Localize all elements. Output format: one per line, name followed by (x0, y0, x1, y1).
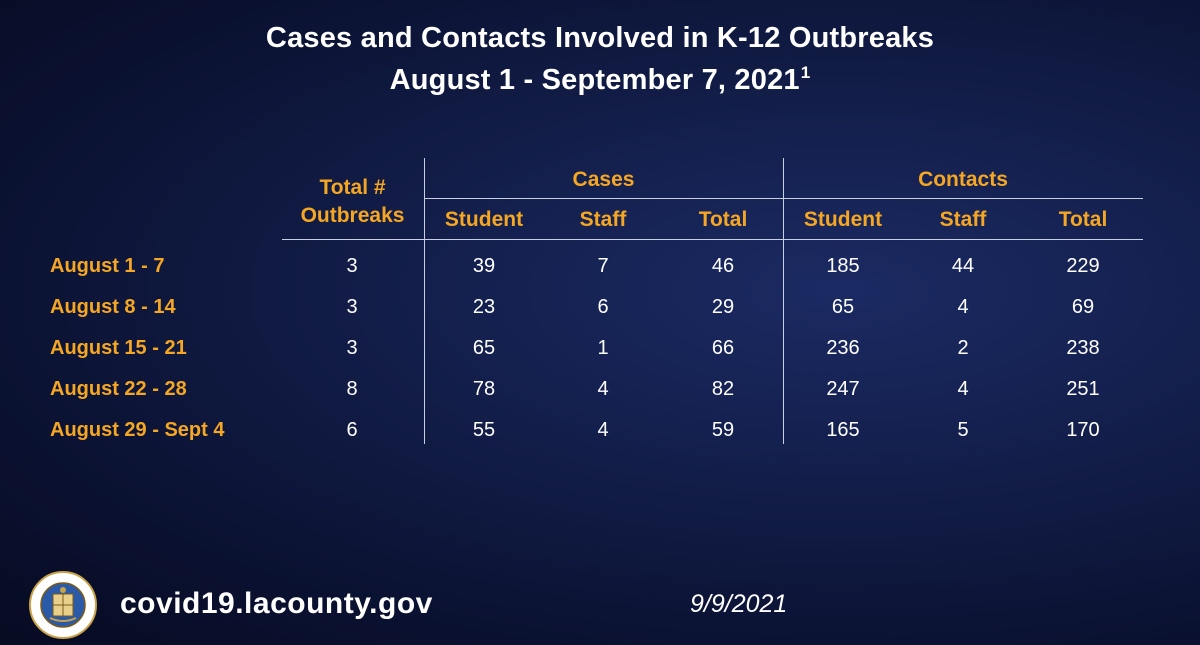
cell-cases-student: 78 (472, 378, 496, 400)
header-cases-student: Student (444, 208, 524, 231)
header-cases-total: Total (698, 208, 748, 231)
cell-cases-student: 65 (472, 337, 496, 359)
cell-contacts-student: 185 (826, 255, 860, 277)
header-group-contacts: Contacts (918, 168, 1008, 191)
row-label-week-1: August 1 - 7 (50, 255, 165, 277)
cell-contacts-total: 238 (1066, 337, 1100, 359)
cell-contacts-total: 170 (1066, 419, 1100, 441)
header-contacts-total: Total (1058, 208, 1108, 231)
footer-website-url: covid19.lacounty.gov (120, 587, 433, 620)
cell-outbreaks: 3 (346, 255, 358, 277)
cell-contacts-total: 229 (1066, 255, 1100, 277)
cell-contacts-student: 247 (826, 378, 860, 400)
footnote-mark: 1 (800, 63, 811, 83)
cell-outbreaks: 8 (346, 378, 358, 400)
cell-cases-student: 55 (472, 419, 496, 441)
divider-outbreaks-cases (424, 158, 425, 444)
header-contacts-student: Student (803, 208, 883, 231)
row-label-week-3: August 15 - 21 (50, 337, 187, 359)
footer-date: 9/9/2021 (690, 590, 788, 618)
title-line-2 (0, 64, 1200, 97)
title-line-1: Cases and Contacts Involved in K-12 Outbreaks (265, 22, 935, 54)
cell-contacts-student: 165 (826, 419, 860, 441)
row-label-week-5: August 29 - Sept 4 (50, 419, 225, 441)
cell-contacts-staff: 44 (951, 255, 975, 277)
cell-outbreaks: 6 (346, 419, 358, 441)
divider-cases-contacts (783, 158, 784, 444)
cell-contacts-student: 236 (826, 337, 860, 359)
cell-cases-student: 23 (472, 296, 496, 318)
underline-cases-group (424, 198, 783, 199)
underline-contacts-group (783, 198, 1143, 199)
cell-cases-total: 46 (711, 255, 735, 277)
cell-cases-staff: 6 (597, 296, 609, 318)
cell-contacts-student: 65 (831, 296, 855, 318)
cell-cases-total: 66 (711, 337, 735, 359)
cell-contacts-staff: 2 (957, 337, 969, 359)
header-group-cases: Cases (572, 168, 635, 191)
cell-cases-staff: 4 (597, 419, 609, 441)
cell-outbreaks: 3 (346, 296, 358, 318)
cell-cases-total: 29 (711, 296, 735, 318)
cell-cases-staff: 1 (597, 337, 609, 359)
cell-contacts-staff: 4 (957, 378, 969, 400)
row-label-week-2: August 8 - 14 (50, 296, 176, 318)
cell-cases-total: 82 (711, 378, 735, 400)
cell-contacts-total: 69 (1071, 296, 1095, 318)
header-total-outbreaks (300, 174, 405, 230)
cell-outbreaks: 3 (346, 337, 358, 359)
cell-contacts-staff: 5 (957, 419, 969, 441)
county-seal-logo (28, 570, 98, 640)
cell-cases-student: 39 (472, 255, 496, 277)
header-total-outbreaks-line2: Outbreaks (300, 204, 405, 227)
header-cases-staff: Staff (579, 208, 627, 231)
header-bottom-rule (282, 239, 1143, 240)
row-label-week-4: August 22 - 28 (50, 378, 187, 400)
title-date-range: August 1 - September 7, 2021 (389, 64, 800, 96)
header-contacts-staff: Staff (939, 208, 987, 231)
header-total-outbreaks-line1: Total # (319, 176, 386, 199)
cell-cases-staff: 7 (597, 255, 609, 277)
cell-cases-total: 59 (711, 419, 735, 441)
cell-cases-staff: 4 (597, 378, 609, 400)
cell-contacts-total: 251 (1066, 378, 1100, 400)
cell-contacts-staff: 4 (957, 296, 969, 318)
